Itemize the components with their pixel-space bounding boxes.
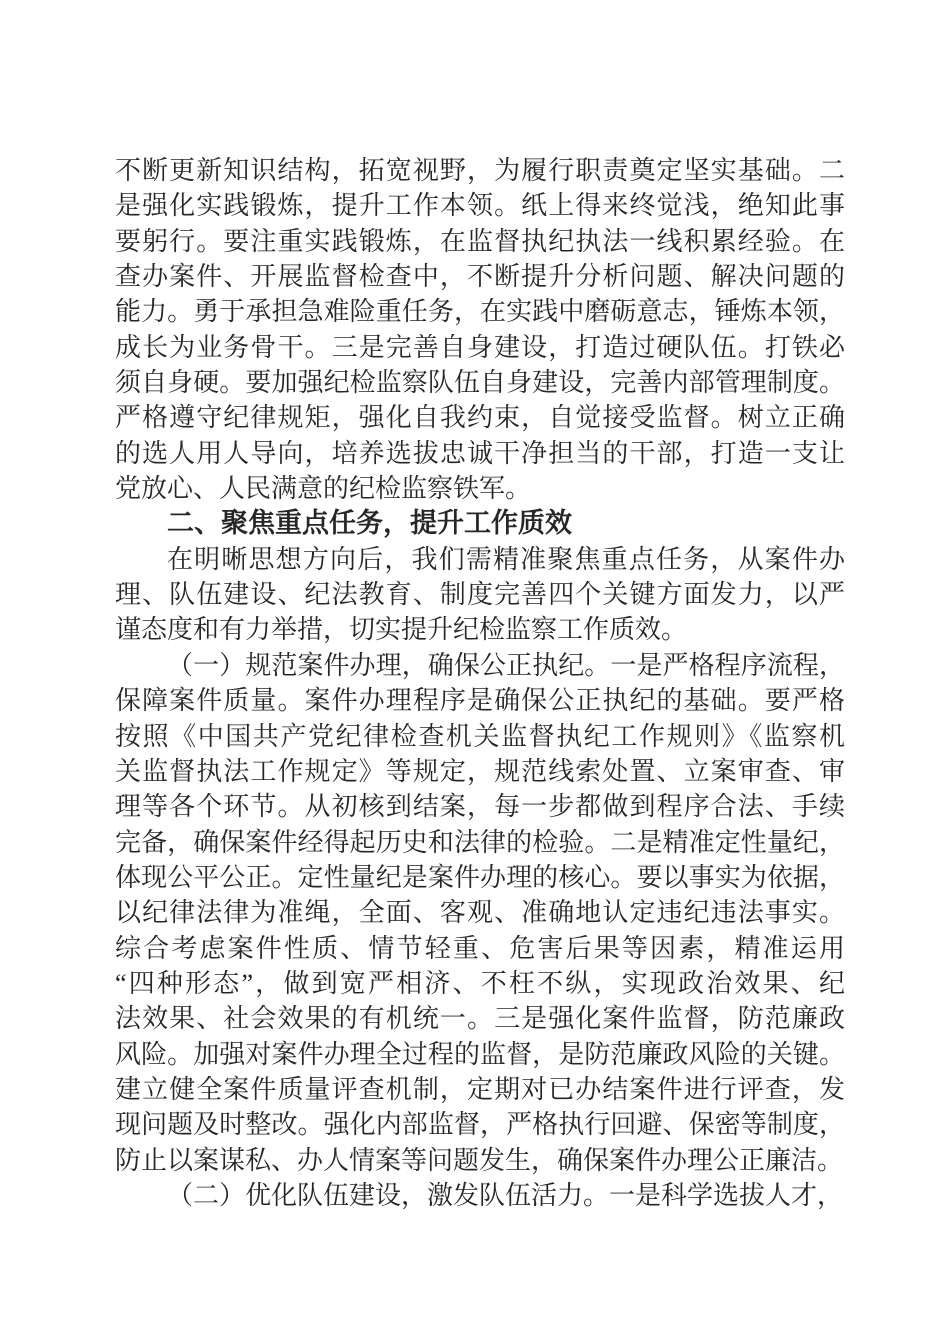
text-line: 理、队伍建设、纪法教育、制度完善四个关键方面发力，以严: [115, 580, 845, 610]
text-line: 综合考虑案件性质、情节轻重、危害后果等因素，精准运用: [115, 933, 845, 963]
text-line: 体现公平公正。定性量纪是案件办理的核心。要以事实为依据，: [115, 862, 845, 892]
text-line: 的选人用人导向，培养选拔忠诚干净担当的干部，打造一支让: [115, 438, 845, 468]
text-line: 以纪律法律为准绳，全面、客观、准确地认定违纪违法事实。: [115, 898, 845, 928]
text-line: 党放心、人民满意的纪检监察铁军。: [115, 474, 532, 504]
text-line: 理等各个环节。从初核到结案，每一步都做到程序合法、手续: [115, 792, 845, 822]
text-line: 防止以案谋私、办人情案等问题发生，确保案件办理公正廉洁。: [115, 1145, 844, 1175]
text-line: 是强化实践锻炼，提升工作本领。纸上得来终觉浅，绝知此事: [115, 191, 845, 221]
text-line: 保障案件质量。案件办理程序是确保公正执纪的基础。要严格: [115, 686, 845, 716]
text-line: 在明晰思想方向后，我们需精准聚焦重点任务，从案件办: [167, 544, 845, 574]
text-line: 要躬行。要注重实践锻炼，在监督执纪执法一线积累经验。在: [115, 226, 845, 256]
text-line: 法效果、社会效果的有机统一。三是强化案件监督，防范廉政: [115, 1004, 845, 1034]
text-line: 查办案件、开展监督检查中，不断提升分析问题、解决问题的: [115, 262, 845, 292]
text-line: 关监督执法工作规定》等规定，规范线索处置、立案审查、审: [115, 756, 845, 786]
text-line: 按照《中国共产党纪律检查机关监督执纪工作规则》《监察机: [115, 721, 845, 751]
text-line: 成长为业务骨干。三是完善自身建设，打造过硬队伍。打铁必: [115, 332, 845, 362]
text-line: 谨态度和有力举措，切实提升纪检监察工作质效。: [115, 615, 688, 645]
text-line: 完备，确保案件经得起历史和法律的检验。二是精准定性量纪，: [115, 827, 845, 857]
text-line: “四种形态”，做到宽严相济、不枉不纵，实现政治效果、纪: [115, 968, 845, 998]
text-line: （二）优化队伍建设，激发队伍活力。一是科学选拔人才，: [167, 1180, 844, 1210]
text-line: 严格遵守纪律规矩，强化自我约束，自觉接受监督。树立正确: [115, 403, 845, 433]
text-line: 风险。加强对案件办理全过程的监督，是防范廉政风险的关键。: [115, 1039, 845, 1069]
text-line: 能力。勇于承担急难险重任务，在实践中磨砺意志，锤炼本领，: [115, 297, 845, 327]
text-line: 建立健全案件质量评查机制，定期对已办结案件进行评查，发: [115, 1074, 845, 1104]
section-heading: 二、聚焦重点任务，提升工作质效: [167, 508, 572, 539]
document-text: [115, 153, 845, 1213]
text-line: 现问题及时整改。强化内部监督，严格执行回避、保密等制度，: [115, 1110, 845, 1140]
text-line: （一）规范案件办理，确保公正执纪。一是严格程序流程，: [167, 650, 845, 680]
text-line: 须自身硬。要加强纪检监察队伍自身建设，完善内部管理制度。: [115, 368, 845, 398]
text-line: 不断更新知识结构，拓宽视野，为履行职责奠定坚实基础。二: [115, 156, 845, 185]
